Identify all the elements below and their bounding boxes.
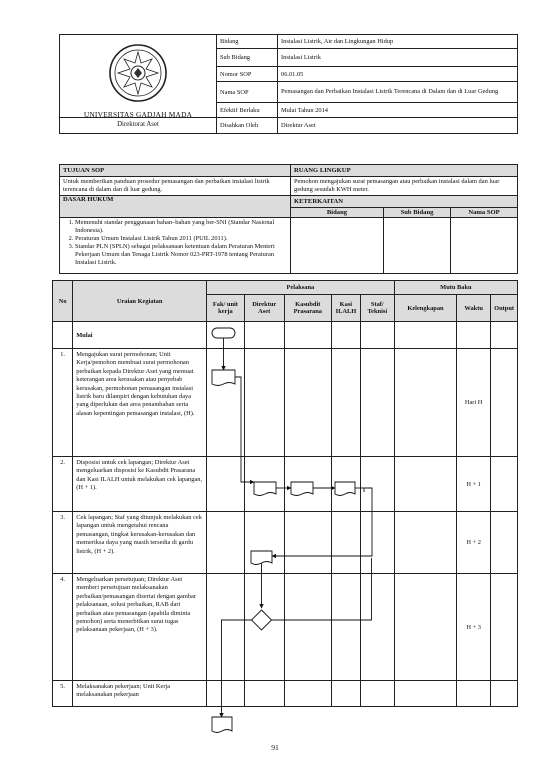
col-mutu: Mutu Baku [394, 281, 517, 295]
step-text: Cek lapangan; Staf yang ditunjuk melakukan cek lapangan untuk mengetahui rencana pemasangan, tingkat kerusakan-kerusakan dan memeriksa daya yang masih tersedia di gardu listrik, (H + 2). [73, 512, 207, 574]
header-value: Instalasi Listrik [278, 49, 518, 67]
col-no: No [53, 281, 73, 322]
procedure-step [53, 681, 518, 707]
step-text: Disposisi untuk cek lapangan; Direktur Aset mengeluarkan disposisi ke Kasubdit Prasarana dan Kasi ILALH untuk melakukan cek lapangan, (H + 1). [73, 457, 207, 512]
university-name: UNIVERSITAS GADJAH MADA [83, 109, 193, 119]
step-text: Mengeluarkan persetujuan; Direktur Aset memberi persetujuan melaksanakan perbaikan/pemasangan disertai dengan gambar pelaksanaan, solusi perbaikan, RAB dari perbaikan atau pemasangan (apabila diminta pemohon) serta menerbitkan surat tugas pelaksanaan pekerjaan, (H + 3). [73, 574, 207, 681]
header-label: Efektif Berlaku [217, 103, 278, 118]
step-no: 2. [53, 457, 73, 512]
header-label: Sub Bidang [217, 49, 278, 67]
dasar-title: DASAR HUKUM [60, 196, 291, 218]
procedure-table [52, 280, 518, 707]
dasar-item: 1. Memenuhi standar penggunaan bahan–bahan yang ber-SNI (Standar Nasional Indonesia). [75, 219, 287, 235]
col-kasi: Kasi ILALH [331, 295, 360, 322]
institution-cell [60, 109, 217, 134]
col-kelengkapan: Kelengkapan [394, 295, 456, 322]
step-no: 4. [53, 574, 73, 681]
step-waktu [457, 681, 491, 707]
start-no [53, 322, 73, 349]
keterkaitan-col: Nama SOP [451, 208, 518, 218]
ruang-title: RUANG LINGKUP [291, 165, 518, 177]
dasar-list-cell [60, 218, 291, 274]
header-value: Direktur Aset [278, 118, 518, 134]
step-no: 1. [53, 349, 73, 457]
step-text: Mengajukan surat permohonan; Unit Kerja/pemohon membuat surat permohonan perbaikan kepada Direktur Aset yang memuat keterangan area kerusakan atau penyebab kerusakan, permohonan pemasangan instalasi listrik baru dilampiri dengan kebutuhan daya yang diperlukan dan area penambahan serta alasan kepentingan pemasangan instalasi, (H). [73, 349, 207, 457]
keterkaitan-col: Bidang [291, 208, 384, 218]
step5-document [212, 717, 232, 733]
sop-header-table [59, 34, 518, 134]
ugm-seal-icon [108, 43, 168, 103]
header-value: Pemasangan dan Perbaikan Instalasi Listrik Terencana di Dalam dan di Luar Gedung [278, 82, 518, 103]
col-waktu: Waktu [457, 295, 491, 322]
col-kasubdit: Kasubdit Prasarana [284, 295, 331, 322]
col-output: Output [491, 295, 518, 322]
step-waktu: Hari H [457, 349, 491, 457]
keterkaitan-cell [384, 218, 451, 274]
step-waktu: H + 2 [457, 512, 491, 574]
header-label: Nama SOP [217, 82, 278, 103]
col-staf: Staf/ Teknisi [360, 295, 394, 322]
step-no: 3. [53, 512, 73, 574]
header-value: Mulai Tahun 2014 [278, 103, 518, 118]
col-direktur: Direktur Aset [244, 295, 284, 322]
header-label: Nomor SOP [217, 67, 278, 82]
sop-info-table [59, 164, 518, 274]
procedure-step [53, 512, 518, 574]
tujuan-title: TUJUAN SOP [60, 165, 291, 177]
procedure-step [53, 457, 518, 512]
dasar-item: 2. Peraturan Umum Instalasi Listrik Tahun 2011 (PUIL 2011). [75, 235, 287, 243]
procedure-step [53, 349, 518, 457]
header-label: Bidang [217, 35, 278, 49]
tujuan-text: Untuk memberikan panduan prosedur pemasangan dan perbaikan instalasi listrik terencana di dalam dan di luar gedung. [60, 177, 291, 196]
header-label: Disahkan Oleh [217, 118, 278, 134]
logo-cell [60, 35, 217, 118]
header-value: 06.01.05 [278, 67, 518, 82]
page-number: 91 [271, 743, 279, 752]
ruang-text: Pemohon mengajukan surat pemasangan atau perbaikan instalasi dalam dan luar gedung sesudah KWH meter. [291, 177, 518, 196]
keterkaitan-title: KETERKAITAN [291, 196, 518, 208]
col-fak: Fak/ unit kerja [207, 295, 245, 322]
step-no: 5. [53, 681, 73, 707]
keterkaitan-cell [451, 218, 518, 274]
step-text: Melaksanakan pekerjaan; Unit Kerja melaksanakan pekerjaan [73, 681, 207, 707]
procedure-step [53, 574, 518, 681]
start-label: Mulai [73, 322, 207, 349]
step-waktu: H + 1 [457, 457, 491, 512]
step-waktu: H + 3 [457, 574, 491, 681]
keterkaitan-col: Sub Bidang [384, 208, 451, 218]
col-pelaksana: Pelaksana [207, 281, 395, 295]
col-uraian: Uraian Kegiatan [73, 281, 207, 322]
header-value: Instalasi Listrik, Air dan Lingkungan Hidup [278, 35, 518, 49]
dasar-item: 3. Standar PLN (SPLN) sebagai pelaksanaan ketentuan dalam Peraturan Menteri Pekerjaan Umum dan Tenaga Listrik Nomor 023-PRT-1978 tentang Peraturan Instalasi Listrik. [75, 243, 287, 267]
keterkaitan-cell [291, 218, 384, 274]
unit-name: Direktorat Aset [117, 120, 159, 128]
dasar-list [63, 219, 287, 267]
